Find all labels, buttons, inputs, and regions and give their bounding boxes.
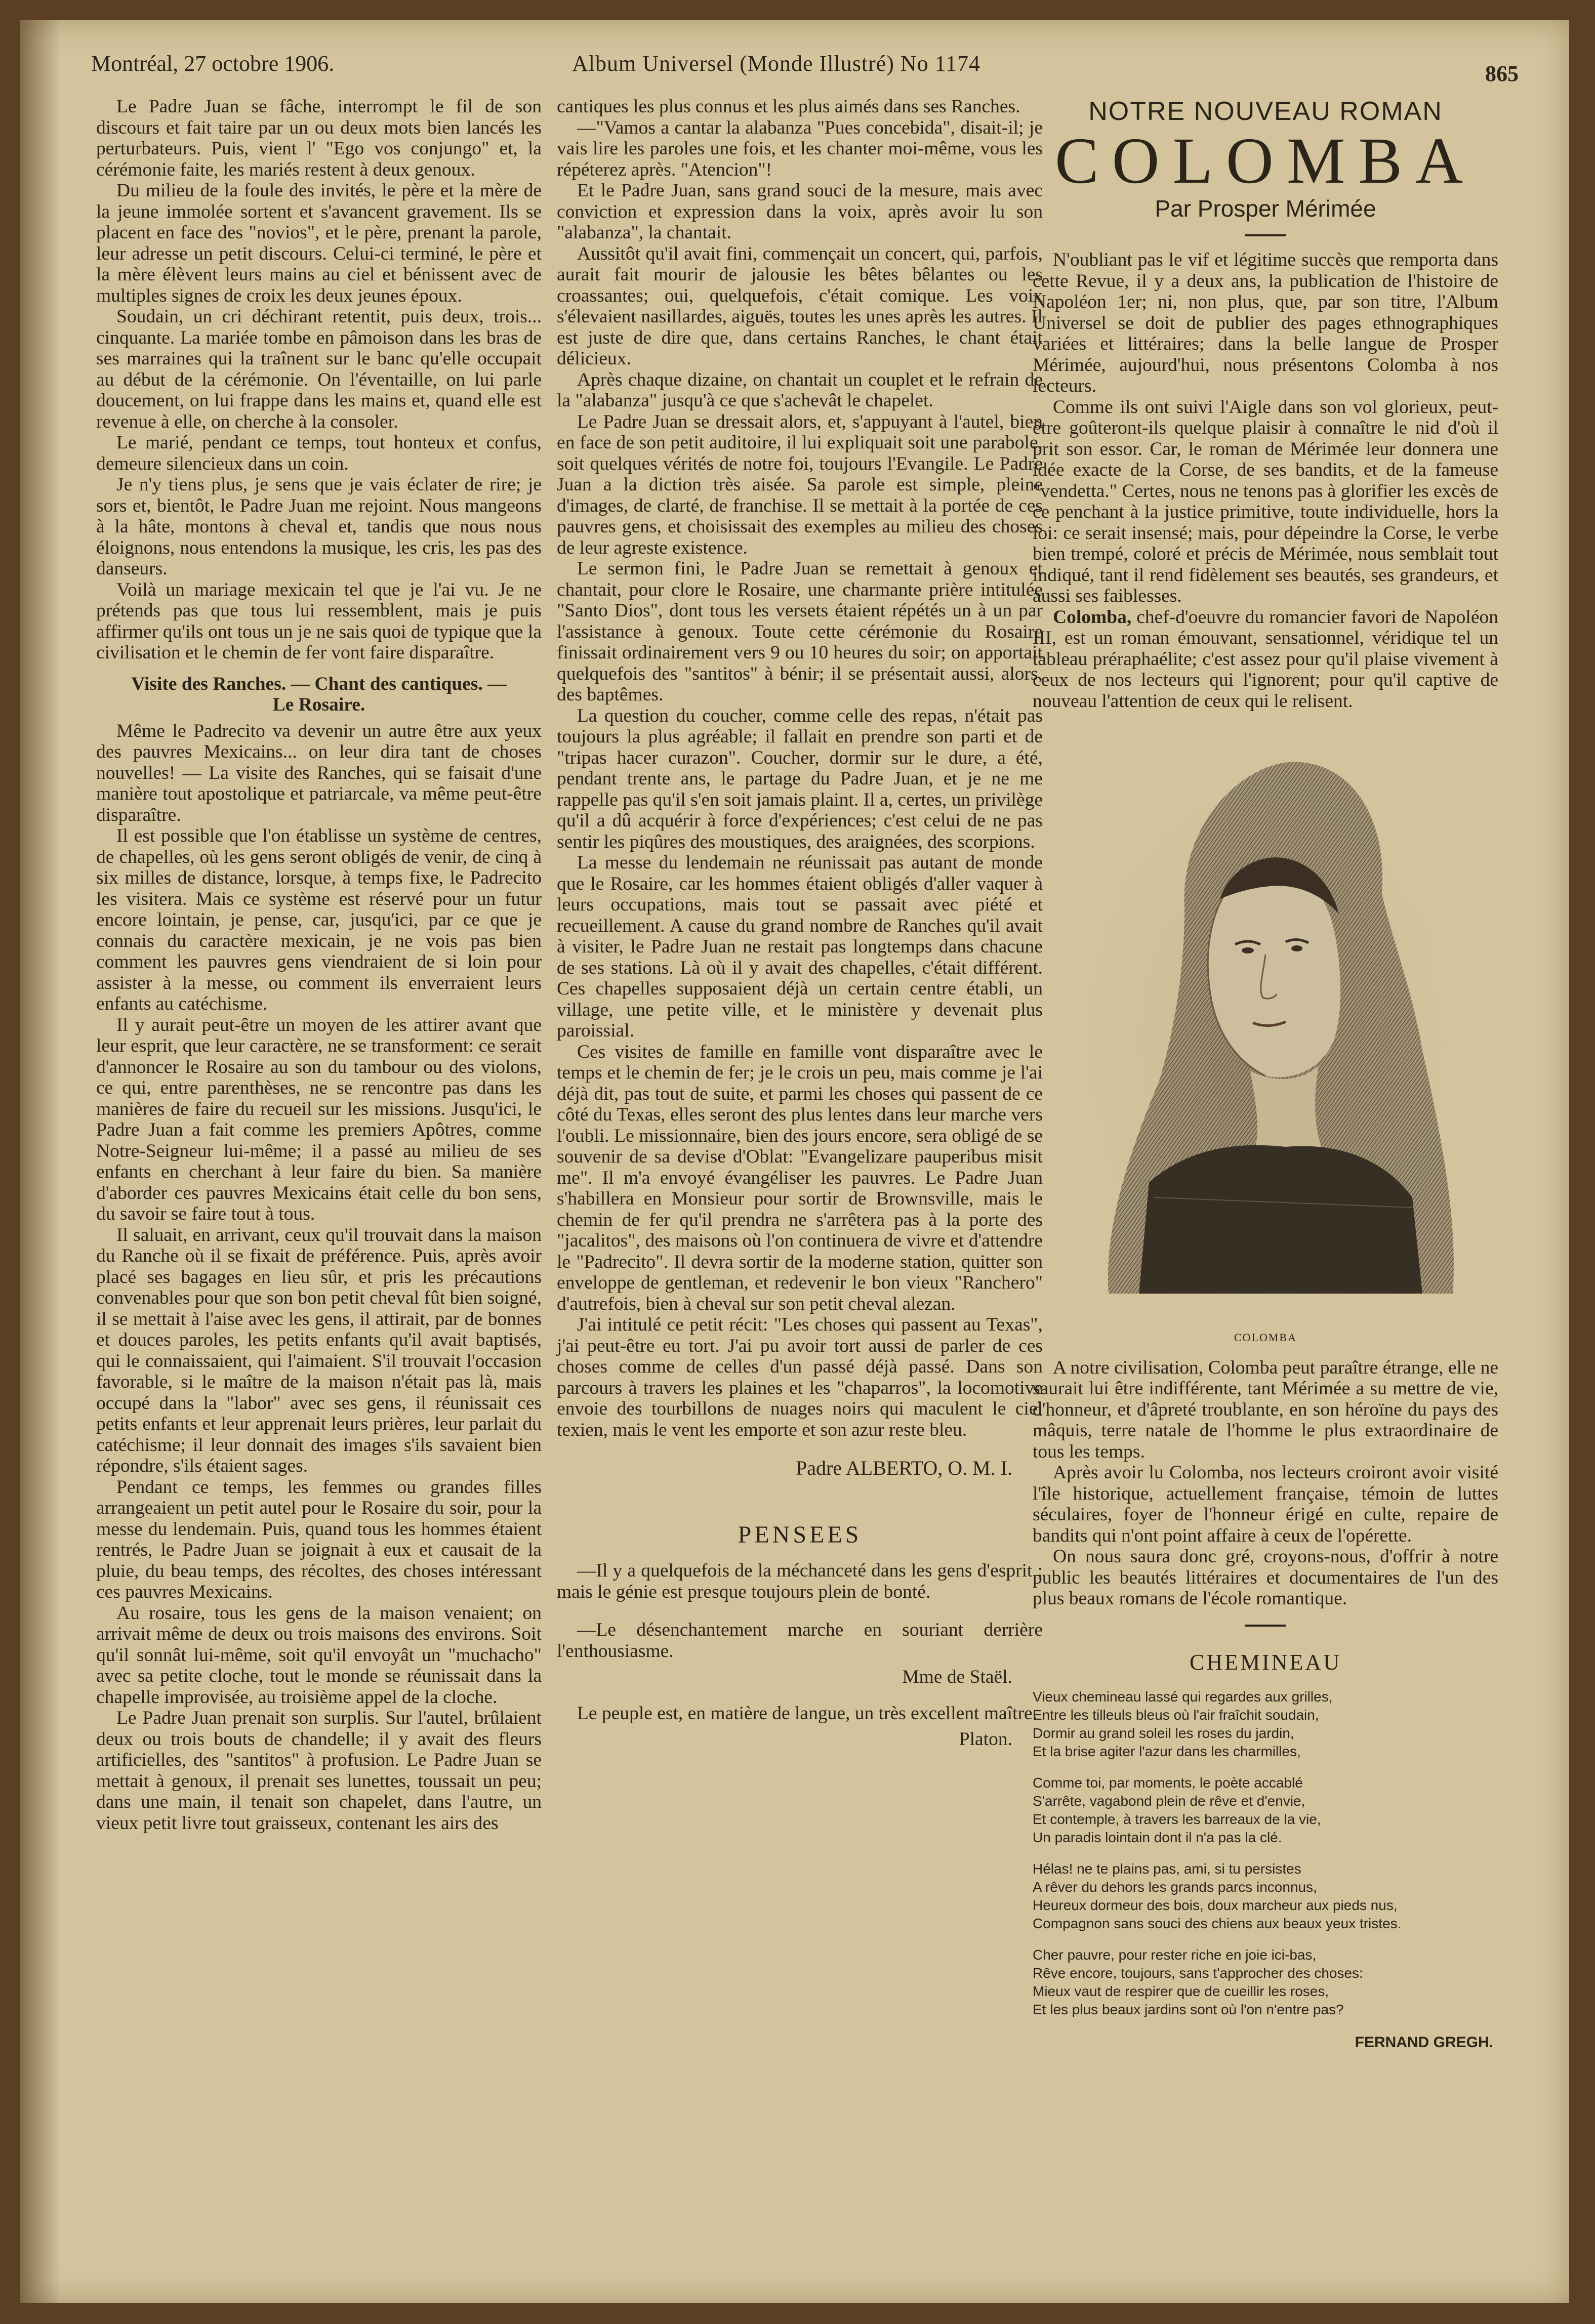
poem-stanza (1033, 1860, 1498, 1933)
paragraph: cantiques les plus connus et les plus aimés dans ses Ranches. (557, 96, 1020, 117)
paragraph: Comme ils ont suivi l'Aigle dans son vol glorieux, peut-être goûteront-ils quelque plaisir à connaître le nid d'où il prit son essor. Car, le roman de Mérimée leur donnera une idée exacte de la Corse, de ses bandits, et de la fameuse "vendetta." Certes, nous ne tenons pas à glorifier les excès de ce penchant à la justice primitive, toute individuelle, hors la loi: ce serait insensé; mais, pour dépeindre la Corse, le verbe bien trempé, coloré et précis de Mérimée, nous semblait tout indiqué, tant il rend fidèlement ses beautés, ses grandeurs, et aussi ses faiblesses. (1033, 396, 1498, 606)
paragraph: Il est possible que l'on établisse un système de centres, de chapelles, où les gens seront obligés de venir, de cinq à six milles de distance, lorsque, à temps fixe, le Padrecito les visitera. Mais ce système est réservé pour un futur encore lointain, je pense, car, jusqu'ici, par ce que je connais du caractère mexicain, je ne vois pas bien comment les pauvres gens viendraient de si loin pour assister à la messe, ou comment ils enverraient leurs enfants au catéchisme. (96, 825, 542, 1014)
paragraph: —"Vamos a cantar la alabanza "Pues concebida", disait-il; je vais lire les paroles une fois, et les chanter moi-même, vous les répéterez après. "Atencion"! (557, 117, 1043, 180)
subheading-line-1: Visite des Ranches. — Chant des cantiques. — (131, 673, 507, 694)
poem-line: Mieux vaut de respirer que de cueillir les roses, (1033, 1983, 1329, 1999)
poem-title: CHEMINEAU (1190, 1649, 1341, 1675)
novel-title: COLOMBA (1054, 124, 1477, 197)
column-left (96, 96, 542, 1834)
quote: Le peuple est, en matière de langue, un très excellent maître. (577, 1703, 1037, 1724)
poem-line: Vieux chemineau lassé qui regardes aux grilles, (1033, 1689, 1333, 1705)
paragraph: Il saluait, en arrivant, ceux qu'il trouvait dans la maison du Ranche où il se fixait de préférence. Puis, après avoir placé ses bagages en lieu sûr, et pris les précautions convenables pour que son bon petit cheval fût bien soigné, il se mettait à l'aise avec les gens, il attirait, par de bonnes et douces paroles, les petits enfants qu'il avait baptisés, qui le connaissaient, qui l'aimaient. S'il trouvait l'occasion favorable, si le maître de la maison n'était pas là, mais occupé dans la "labor" avec ses gens, il réunissait ces petits enfants et leur apprenait leurs prières, leur parlait du catéchisme; il leur donnait des images s'ils savaient bien répondre, s'ils étaient sages. (96, 1224, 542, 1476)
poem-stanza (1033, 1774, 1498, 1847)
paragraph: Au rosaire, tous les gens de la maison venaient; on arrivait même de deux ou trois maisons des environs. Soit qu'il sonnât lui-même, soit qu'il envoyât un "muchacho" avec sa petite cloche, tout le monde se réunissait dans la chapelle improvisée, au troisième appel de la cloche. (96, 1602, 542, 1708)
paragraph: Même le Padrecito va devenir un autre être aux yeux des pauvres Mexicains... on leur dira tant de choses nouvelles! — La visite des Ranches, qui se faisait d'une manière tout apostolique et patriarcale, va même peut-être disparaître. (96, 720, 542, 825)
quote: —Le désenchantement marche en souriant derrière l'enthousiasme. (557, 1620, 1043, 1662)
poem-line: S'arrête, vagabond plein de rêve et d'envie, (1033, 1793, 1305, 1809)
bold-title: Colomba, (1053, 606, 1132, 628)
paragraph: Le Padre Juan se dressait alors, et, s'appuyant à l'autel, bien en face de son petit auditoire, il lui expliquait soit une parabole, soit quelques vérités de notre foi, toujours l'Evangile. Le Padre Juan a la diction très aisée. Sa parole est simple, pleine d'images, de clarté, de franchise. Il se mettait à la portée de ces pauvres gens, et choisissait des exemples au milieu des choses de leur agreste existence. (557, 411, 1043, 558)
quote-author: Platon. (959, 1729, 1012, 1750)
poem-line: Dormir au grand soleil les roses du jardin, (1033, 1725, 1294, 1741)
paragraph: La messe du lendemain ne réunissait pas autant de monde que le Rosaire, car les hommes étaient obligés d'aller vaquer à leurs occupations, mais tout se passait avec piété et recueillement. A cause du grand nombre de Ranches qu'il avait à visiter, le Padre Juan ne restait pas longtemps dans chacune de ses stations. Là où il y avait des chapelles, c'était différent. Ces chapelles supposaient déjà un certain centre établi, un village, une petite ville, et le ministère y devenait plus paroissial. (557, 852, 1043, 1041)
page-number: 865 (1485, 61, 1519, 86)
paragraph: N'oubliant pas le vif et légitime succès que remporta dans cette Revue, il y a deux ans, la publication de l'histoire de Napoléon 1er; ni, non plus, que, par son titre, l'Album Universel se doit de publier des pages ethnographiques variées et littéraires; dans la belle langue de Prosper Mérimée, aujourd'hui, nous présentons Colomba à nos lecteurs. (1033, 250, 1498, 396)
divider (1245, 1625, 1286, 1627)
poem-line: Comme toi, par moments, le poète accablé (1033, 1775, 1303, 1791)
paragraph: Le marié, pendant ce temps, tout honteux et confus, demeure silencieux dans un coin. (96, 432, 542, 474)
paragraph: Du milieu de la foule des invités, le père et la mère de la jeune immolée sortent et s'avancent gravement. Ils se placent en face des "novios", et le père, prenant la parole, leur adresse un petit discours. Celui-ci terminé, le père et la mère élèvent leurs mains au ciel et bénissent avec de multiples signes de croix les deux jeunes époux. (96, 180, 542, 306)
header-publication: Album Universel (Monde Illustré) No 1174 (572, 51, 981, 76)
illustration-caption: COLOMBA (1234, 1331, 1297, 1344)
page-spine-shadow (20, 20, 61, 2303)
paragraph: Le Padre Juan se fâche, interrompt le fil de son discours et fait taire par un ou deux mots bien lancés les perturbateurs. Puis, vient l' "Ego vos conjungo" et, la cérémonie faite, les mariés restent à deux genoux. (96, 96, 542, 180)
poem-line: Entre les tilleuls bleus où l'air fraîchit soudain, (1033, 1707, 1319, 1723)
paragraph: J'ai intitulé ce petit récit: "Les choses qui passent au Texas", j'ai peut-être eu tort. J'ai pu avoir tort aussi de parler de ces choses comme de celles d'un passé déjà passé. Dans son parcours à travers les plaines et les "chaparros", la locomotive envoie des tourbillons de nuages noirs qui maculent le ciel texien, mais le vent les emporte et son azur reste bleu. (557, 1314, 1043, 1440)
paragraph: Après chaque dizaine, on chantait un couplet et le refrain de la "alabanza" jusqu'à ce que s'achevât le chapelet. (557, 369, 1043, 411)
newspaper-page (20, 20, 1569, 2303)
novel-author: Par Prosper Mérimée (1155, 195, 1376, 222)
poem-line: Et les plus beaux jardins sont où l'on n'entre pas? (1033, 2002, 1344, 2017)
paragraph: Le sermon fini, le Padre Juan se remettait à genoux et chantait, pour clore le Rosaire, une charmante prière intitulée "Santo Dios", dont tous les versets étaient répétés un à un par l'assistance à genoux. Toute cette cérémonie du Rosaire finissait ordinairement vers 9 ou 10 heures du soir; on apportait quelquefois des "santitos" à bénir; il se présentait aussi, alors, des baptêmes. (557, 558, 1043, 705)
novel-announcement (1033, 97, 1498, 236)
paragraph: Pendant ce temps, les femmes ou grandes filles arrangeaient un petit autel pour le Rosaire du soir, pour la messe du lendemain. Puis, quand tous les hommes étaient rentrés, le Padre Juan se joignait à eux et causait de la pluie, du beau temps, des récoltes, des choses intéressant ces pauvres Mexicains. (96, 1476, 542, 1602)
poem (1033, 1688, 1498, 2019)
pensees-heading: PENSEES (738, 1521, 862, 1548)
poem-line: Et contemple, à travers les barreaux de la vie, (1033, 1811, 1321, 1827)
poem-line: Heureux dormeur des bois, doux marcheur aux pieds nus, (1033, 1897, 1398, 1913)
poem-line: A rêver du dehors les grands parcs inconnus, (1033, 1879, 1317, 1895)
article-signature: Padre ALBERTO, O. M. I. (796, 1457, 1012, 1479)
paragraph: Voilà un mariage mexicain tel que je l'ai vu. Je ne prétends pas que tous lui ressemblent, mais je puis affirmer qu'ils ont tous un je ne sais quoi de typique que la civilisation et le chemin de fer vont faire disparaître. (96, 579, 542, 663)
quote-author: Mme de Staël. (902, 1667, 1012, 1687)
paragraph: A notre civilisation, Colomba peut paraître étrange, elle ne saurait lui être indifférente, tant Mérimée a su mettre de vie, d'honneur, et d'âpreté troublante, en son héroïne du pays des mâquis, terre natale de l'homme le plus extraordinaire de tous les temps. (1033, 1357, 1498, 1462)
paragraph (1033, 607, 1498, 712)
paragraph: Le Padre Juan prenait son surplis. Sur l'autel, brûlaient deux ou trois bouts de chandelle; il y avait des fleurs artificielles, des "santitos" à profusion. Le Padre Juan se mettait à genoux, il prenait ses lunettes, toussait un peu; dans une main, il tenait son chapelet, dans l'autre, un vieux petit livre tout graisseux, contenant les airs des (96, 1708, 542, 1834)
poem-stanza (1033, 1946, 1498, 2019)
poem-line: Un paradis lointain dont il n'a pas la clé. (1033, 1830, 1282, 1845)
paragraph: Je n'y tiens plus, je sens que je vais éclater de rire; je sors et, bientôt, le Padre Juan me rejoint. Nous mangeons à la hâte, montons à cheval et, tandis que nous nous éloignons, nous entendons la musique, les cris, les pas des danseurs. (96, 474, 542, 579)
paragraph: Il y aurait peut-être un moyen de les attirer avant que leur esprit, que leur caractère, ne se transforment: ce serait d'annoncer le Rosaire au son du tambour ou des violons, ce qui, entre parenthèses, ne se rencontre pas dans les manières de faire du recueil sur les missions. Jusqu'ici, le Padre Juan a fait comme les premiers Apôtres, comme Notre-Seigneur lui-même; il a passé au milieu de ses enfants en cherchant à leur faire du bien. Sa manière d'aborder ces pauvres Mexicains était celle du bon sens, du savoir se faire tout à tous. (96, 1014, 542, 1224)
poem-line: Et la brise agiter l'azur dans les charmilles, (1033, 1744, 1301, 1759)
poem-line: Cher pauvre, pour rester riche en joie ici-bas, (1033, 1947, 1317, 1963)
poem-stanza (1033, 1688, 1498, 1761)
paragraph: On nous saura donc gré, croyons-nous, d'offrir à notre public les beautés littéraires et documentaires de l'un des plus beaux romans de l'école romantique. (1033, 1546, 1498, 1609)
column-right (1033, 96, 1498, 2053)
poem-line: Hélas! ne te plains pas, ami, si tu persistes (1033, 1861, 1301, 1877)
colomba-portrait-illustration (1058, 727, 1473, 1334)
column-middle (557, 96, 1043, 1765)
section-subheading (96, 674, 542, 716)
paragraph: Aussitôt qu'il avait fini, commençait un concert, qui, parfois, aurait fait mourir de jalousie les bêtes bêlantes ou les croassantes; oui, quelquefois, c'était comique. Les voix s'élevaient nasillardes, aiguës, toutes les unes après les autres. Il est juste de dire que, dans certains Ranches, le chant était délicieux. (557, 243, 1043, 369)
novel-heading: NOTRE NOUVEAU ROMAN (1088, 97, 1443, 126)
poem-line: Compagnon sans souci des chiens aux beaux yeux tristes. (1033, 1916, 1402, 1931)
paragraph: Ces visites de famille en famille vont disparaître avec le temps et le chemin de fer; je le crois un peu, mais comme je l'ai déjà dit, pas tout de suite, et parmi les choses qui passent de ce côté du Texas, elles seront des plus lentes dans leur marche vers l'oubli. Le missionnaire, bien des jours encore, sera obligé de se souvenir de sa devise d'Oblat: "Evangelizare pauperibus misit me". Il m'a envoyé évangéliser les pauvres. Le Padre Juan s'habillera en Monsieur pour sortir de Brownsville, mais le chemin de fer qu'il prendra ne s'arrêtera pas à la porte des "jacalitos", des maisons où l'on continuera de vivre et d'attendre le "Padrecito". Il devra sortir de la moderne station, quitter son enveloppe de gentleman, et redevenir le bon vieux "Ranchero" d'autrefois, bien à cheval sur son petit cheval alezan. (557, 1041, 1043, 1314)
portrait-image (1058, 727, 1473, 1334)
quote: —Il y a quelquefois de la méchanceté dans les gens d'esprit ; mais le génie est presque toujours plein de bonté. (557, 1560, 1043, 1602)
subheading-line-2: Le Rosaire. (272, 694, 365, 715)
header-date: Montréal, 27 octobre 1906. (91, 51, 335, 76)
poem-line: Rêve encore, toujours, sans t'approcher des choses: (1033, 1965, 1363, 1981)
paragraph: Et le Padre Juan, sans grand souci de la mesure, mais avec conviction et expression dans la voix, après avoir lu son "alabanza", la chantait. (557, 180, 1043, 243)
paragraph-text: chef-d'oeuvre du romancier favori de Napoléon III, est un roman émouvant, sensationnel, véridique tel un tableau préraphaélite; c'est assez pour qu'il plaise vivement à ceux de nos lecteurs qui l'ignorent; pour qu'il captive de nouveau l'attention de ceux qui le relisent. (1033, 606, 1498, 712)
poem-signature: FERNAND GREGH. (1355, 2034, 1493, 2051)
paragraph: La question du coucher, comme celle des repas, n'était pas toujours la plus agréable; il fallait en prendre son parti et de "tripas hacer curazon". Coucher, dormir sur le dure, a été, pendant trente ans, le partage du Padre Juan, et je ne me rappelle pas qu'il s'en soit jamais plaint. Il a, certes, un privilège qu'il a dû acquérir à force d'expériences; c'est celui de ne pas sentir les piqûres des moustiques, des araignées, des scorpions. (557, 705, 1043, 852)
paragraph: Soudain, un cri déchirant retentit, puis deux, trois... cinquante. La mariée tombe en pâmoison dans les bras de ses marraines qui la traînent sur le banc qu'elle occupait au début de la cérémonie. On l'éventaille, on lui parle doucement, on lui frappe dans les mains et, quand elle est revenue à elle, on cherche à la consoler. (96, 306, 542, 432)
divider (1245, 234, 1286, 236)
page-header (91, 51, 1519, 86)
paragraph: Après avoir lu Colomba, nos lecteurs croiront avoir visité l'île historique, actuellement française, témoin de luttes séculaires, foyer de l'honneur érigé en culte, repaire de bandits qui n'ont point affaire à ceux de l'opérette. (1033, 1462, 1498, 1546)
